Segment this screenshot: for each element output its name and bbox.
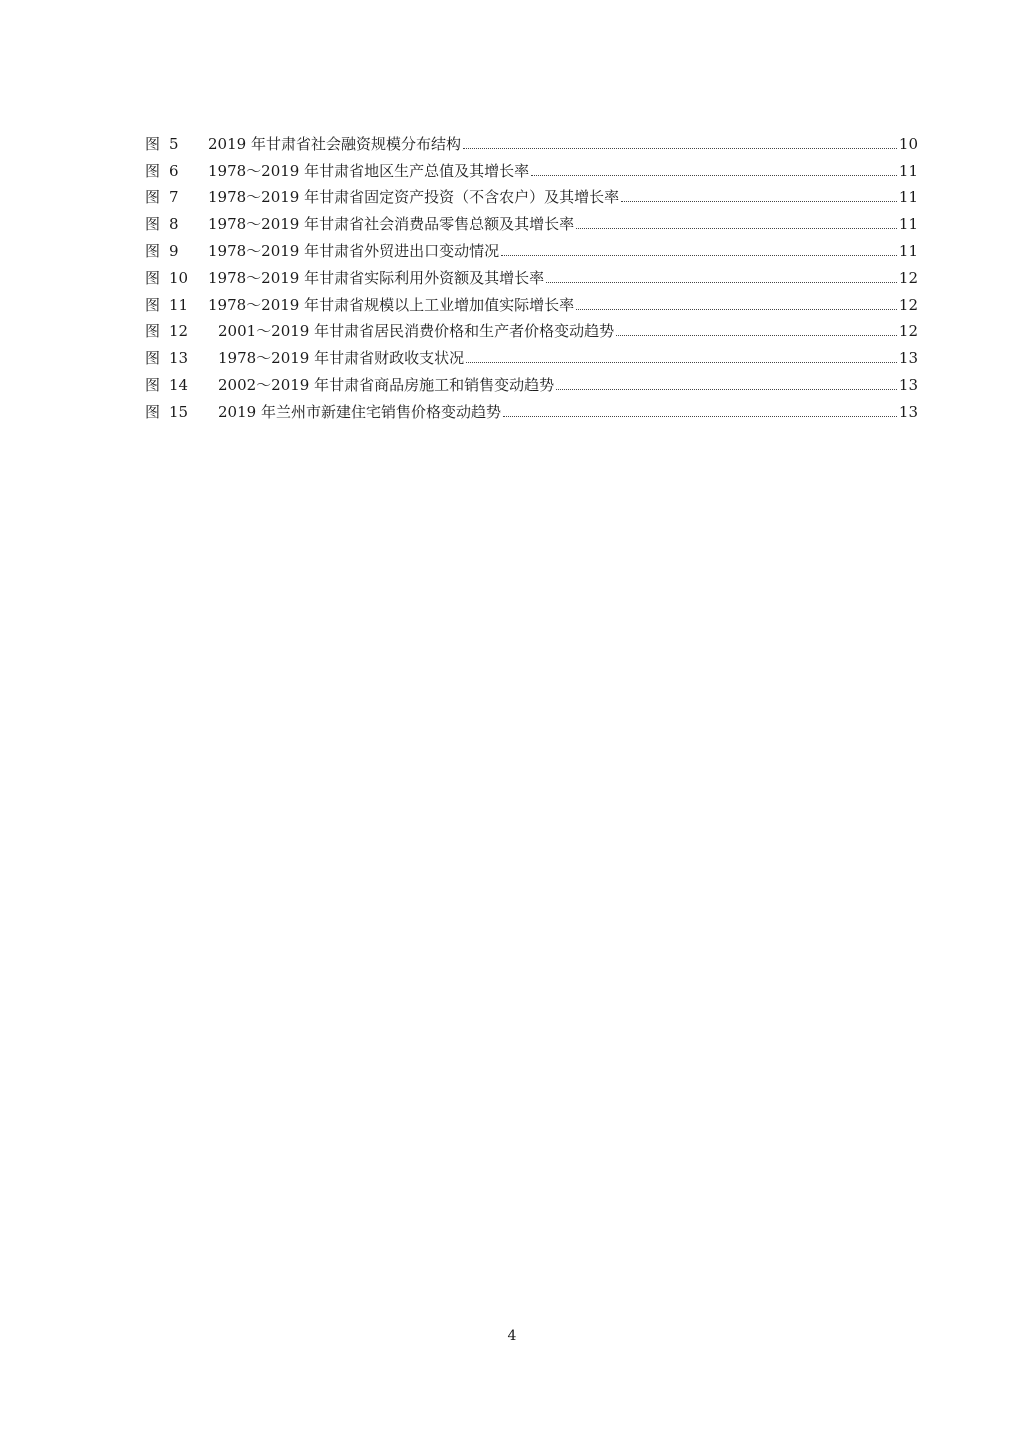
- page-reference: 12: [898, 295, 918, 314]
- page-reference: 10: [898, 134, 918, 153]
- figure-prefix: 图: [145, 402, 161, 421]
- figure-prefix: 图: [145, 134, 161, 153]
- page-reference: 11: [898, 161, 918, 180]
- figure-prefix: 图: [145, 161, 161, 180]
- toc-entry-fig-6[interactable]: [145, 154, 918, 181]
- figure-title: 2019 年甘肃省社会融资规模分布结构: [208, 134, 461, 153]
- dot-leader: [501, 255, 897, 256]
- figure-label: [145, 268, 208, 288]
- toc-entry-fig-15[interactable]: [145, 395, 918, 422]
- figure-number: 7: [169, 188, 179, 207]
- figure-label: [145, 241, 208, 261]
- figure-label: [145, 348, 218, 368]
- page-reference: 12: [898, 322, 918, 341]
- figure-title: 2002～2019 年甘肃省商品房施工和销售变动趋势: [218, 375, 555, 394]
- figure-label: [145, 134, 208, 154]
- dot-leader: [503, 416, 897, 417]
- toc-entry-fig-10[interactable]: [145, 261, 918, 288]
- page-reference: 13: [898, 402, 918, 421]
- dot-leader: [466, 362, 897, 363]
- figure-number: 5: [169, 134, 179, 153]
- figure-prefix: 图: [145, 215, 161, 234]
- dot-leader: [556, 389, 897, 390]
- figure-number: 12: [169, 322, 189, 341]
- figure-title: 1978～2019 年甘肃省实际利用外资额及其增长率: [208, 268, 545, 287]
- figure-title: 1978～2019 年甘肃省社会消费品零售总额及其增长率: [208, 215, 575, 234]
- figure-title: 1978～2019 年甘肃省固定资产投资（不含农户）及其增长率: [208, 188, 620, 207]
- figure-title: 2001～2019 年甘肃省居民消费价格和生产者价格变动趋势: [218, 322, 615, 341]
- figure-title: 2019 年兰州市新建住宅销售价格变动趋势: [218, 402, 501, 421]
- page-reference: 13: [898, 349, 918, 368]
- figure-prefix: 图: [145, 188, 161, 207]
- figure-label: [145, 187, 208, 207]
- figure-number: 13: [169, 349, 189, 368]
- page-reference: 11: [898, 241, 918, 260]
- figure-label: [145, 375, 218, 395]
- toc-entry-fig-8[interactable]: [145, 207, 918, 234]
- dot-leader: [546, 282, 897, 283]
- figure-label: [145, 161, 208, 181]
- dot-leader: [616, 335, 897, 336]
- page-reference: 12: [898, 268, 918, 287]
- figure-number: 8: [169, 215, 179, 234]
- dot-leader: [576, 309, 897, 310]
- toc-entry-fig-12[interactable]: [145, 315, 918, 342]
- figure-prefix: 图: [145, 349, 161, 368]
- toc-entry-fig-9[interactable]: [145, 234, 918, 261]
- figure-number: 10: [169, 268, 189, 287]
- figure-number: 6: [169, 161, 179, 180]
- figure-prefix: 图: [145, 295, 161, 314]
- dot-leader: [576, 228, 897, 229]
- figure-title: 1978～2019 年甘肃省财政收支状况: [218, 349, 465, 368]
- figure-prefix: 图: [145, 375, 161, 394]
- dot-leader: [621, 201, 897, 202]
- figure-prefix: 图: [145, 322, 161, 341]
- page-number: 4: [507, 1328, 517, 1344]
- dot-leader: [463, 148, 897, 149]
- figure-number: 14: [169, 375, 189, 394]
- figure-label: [145, 402, 218, 422]
- page-reference: 11: [898, 188, 918, 207]
- figure-title: 1978～2019 年甘肃省地区生产总值及其增长率: [208, 161, 530, 180]
- figure-prefix: 图: [145, 241, 161, 260]
- figure-label: [145, 214, 208, 234]
- toc-entry-fig-7[interactable]: [145, 181, 918, 208]
- toc-entry-fig-14[interactable]: [145, 368, 918, 395]
- dot-leader: [531, 175, 897, 176]
- page-reference: 13: [898, 375, 918, 394]
- figure-title: 1978～2019 年甘肃省外贸进出口变动情况: [208, 241, 500, 260]
- toc-entry-fig-13[interactable]: [145, 341, 918, 368]
- figure-label: [145, 295, 208, 315]
- figure-number: 11: [169, 295, 189, 314]
- figure-title: 1978～2019 年甘肃省规模以上工业增加值实际增长率: [208, 295, 575, 314]
- figure-list: [145, 127, 918, 422]
- page-reference: 11: [898, 215, 918, 234]
- figure-label: [145, 321, 218, 341]
- toc-entry-fig-5[interactable]: [145, 127, 918, 154]
- toc-entry-fig-11[interactable]: [145, 288, 918, 315]
- figure-prefix: 图: [145, 268, 161, 287]
- figure-number: 15: [169, 402, 189, 421]
- figure-number: 9: [169, 241, 179, 260]
